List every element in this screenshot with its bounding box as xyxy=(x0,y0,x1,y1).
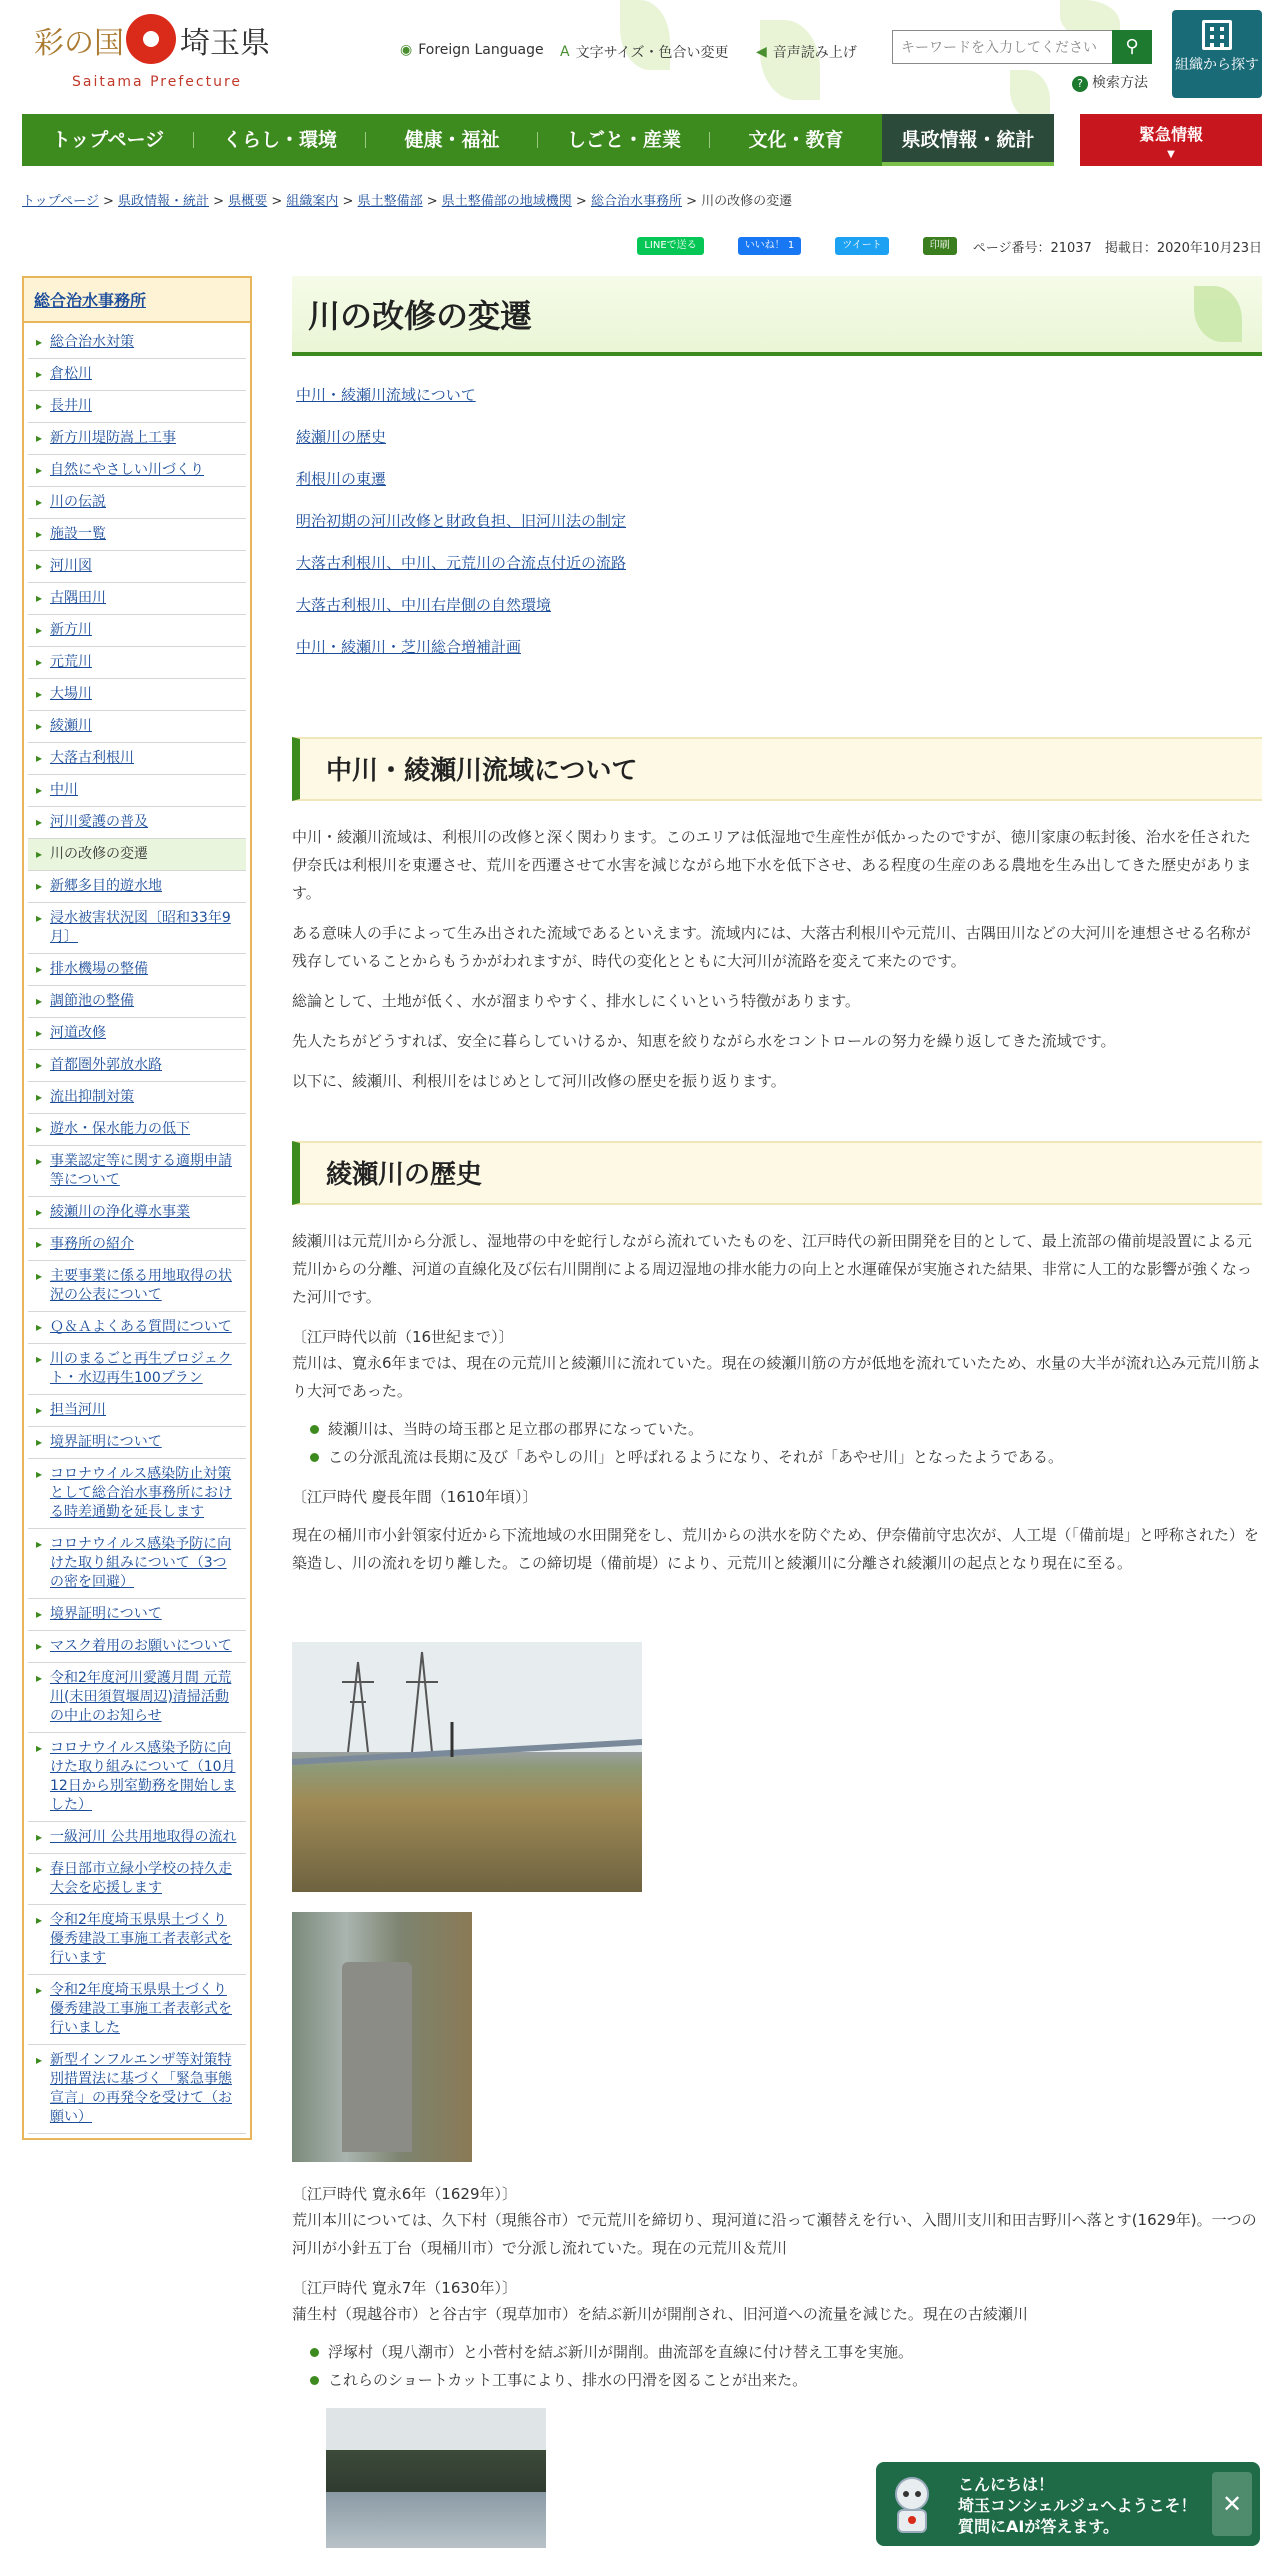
sidebar-item[interactable]: ▸ 浸水被害状況図〔昭和33年9月〕 xyxy=(28,903,246,954)
logo-text-left: 彩の国 xyxy=(34,26,124,61)
sidebar-item[interactable]: ▸ 令和2年度河川愛護月間 元荒川(末田須賀堰周辺)清掃活動の中止のお知らせ xyxy=(28,1663,246,1733)
decor-leaf xyxy=(1010,70,1050,120)
sidebar-item[interactable]: ▸ 大落古利根川 xyxy=(28,743,246,775)
sidebar-item[interactable]: ▸ 担当河川 xyxy=(28,1395,246,1427)
sidebar-item[interactable]: ▸ 新方川堤防嵩上工事 xyxy=(28,423,246,455)
breadcrumb: トップページ > 県政情報・統計 > 県概要 > 組織案内 > 県土整備部 > 県土整備部の地域機関 > 総合治水事務所 > 川の改修の変遷 xyxy=(22,194,793,209)
bullet-list xyxy=(292,1415,1262,1471)
breadcrumb-current: 川の改修の変遷 xyxy=(701,194,793,209)
share-tools xyxy=(600,236,1262,256)
facebook-like-button[interactable]: いいね！ 1 xyxy=(738,237,802,255)
foreign-language-link[interactable]: ◉ Foreign Language xyxy=(400,42,544,58)
print-button[interactable]: 印刷 xyxy=(923,237,957,255)
search-icon: ⚲ xyxy=(1125,36,1139,57)
line-share-button[interactable]: LINEで送る xyxy=(637,237,703,255)
sidebar-item[interactable]: ▸ 中川 xyxy=(28,775,246,807)
logo-flower-icon xyxy=(126,14,176,64)
sidebar-item[interactable]: ▸ 川の改修の変遷 xyxy=(28,839,246,871)
robot-icon xyxy=(884,2472,940,2536)
globe-icon: ◉ xyxy=(400,42,413,58)
sidebar-item[interactable]: ▸ 元荒川 xyxy=(28,647,246,679)
sidebar-item[interactable]: ▸ 新型インフルエンザ等対策特別措置法に基づく「緊急事態宣言」の再発令を受けて（お願い） xyxy=(28,2045,246,2134)
font-size-link[interactable]: A 文字サイズ・色合い変更 xyxy=(560,44,729,61)
sidebar-item[interactable]: ▸ 春日部市立緑小学校の持久走大会を応援します xyxy=(28,1854,246,1905)
sidebar-item[interactable]: ▸ 境界証明について xyxy=(28,1599,246,1631)
era-label: 〔江戸時代 寛永7年（1630年）〕 xyxy=(292,2279,517,2297)
close-icon: ✕ xyxy=(1221,2490,1243,2518)
era-label: 〔江戸時代 慶長年間（1610年頃）〕 xyxy=(292,1488,538,1506)
sidebar-item[interactable]: ▸ 流出抑制対策 xyxy=(28,1082,246,1114)
paragraph: 中川・綾瀬川流域は、利根川の改修と深く関わります。このエリアは低湿地で生産性が低かったのですが、徳川家康の転封後、治水を任された伊奈氏は利根川を東遷させ、荒川を西遷させて水害を減じながら地下水を低下させ、ある程度の生産のある農地を生み出してきた歴史があります。 xyxy=(292,828,1252,902)
page-title: 川の改修の変遷 xyxy=(292,276,1262,356)
main-content xyxy=(292,276,1262,1577)
sidebar-item[interactable]: ▸ 境界証明について xyxy=(28,1427,246,1459)
toc-link[interactable]: 大落古利根川、中川右岸側の自然環境 xyxy=(296,596,552,614)
search-button[interactable] xyxy=(1112,30,1152,64)
sidebar-item[interactable]: ▸ 主要事業に係る用地取得の状況の公表について xyxy=(28,1261,246,1312)
sidebar-item[interactable]: ▸ 倉松川 xyxy=(28,359,246,391)
logo-subtitle: Saitama Prefecture xyxy=(72,74,243,90)
sidebar-item[interactable]: ▸ 綾瀬川 xyxy=(28,711,246,743)
toc-link[interactable]: 中川・綾瀬川・芝川総合増補計画 xyxy=(296,638,522,656)
nav-top[interactable]: トップページ xyxy=(22,114,194,166)
list-item: 綾瀬川は、当時の埼玉郡と足立郡の郡界になっていた。 xyxy=(310,1415,1262,1443)
building-icon xyxy=(1202,20,1232,50)
sidebar-item[interactable]: ▸ コロナウイルス感染防止対策として総合治水事務所における時差通勤を延長します xyxy=(28,1459,246,1529)
nav-life[interactable]: くらし・環境 xyxy=(194,114,366,166)
sidebar-item[interactable]: ▸ コロナウイルス感染予防に向けた取り組みについて（10月12日から別室勤務を開始しました） xyxy=(28,1733,246,1822)
sidebar-item[interactable]: ▸ 一級河川 公共用地取得の流れ xyxy=(28,1822,246,1854)
toc-link[interactable]: 中川・綾瀬川流域について xyxy=(296,386,476,404)
sidebar-item[interactable]: ▸ 施設一覧 xyxy=(28,519,246,551)
toc-link[interactable]: 大落古利根川、中川、元荒川の合流点付近の流路 xyxy=(296,554,627,572)
bullet-list xyxy=(292,2338,1262,2394)
sidebar-item[interactable]: ▸ コロナウイルス感染予防に向けた取り組みについて（3つの密を回避） xyxy=(28,1529,246,1599)
photo-stone-marker xyxy=(292,1912,472,2162)
sidebar-item[interactable]: ▸ 自然にやさしい川づくり xyxy=(28,455,246,487)
leaf-icon xyxy=(1194,286,1242,342)
era-label: 〔江戸時代以前（16世紀まで）〕 xyxy=(292,1328,514,1346)
sidebar-item[interactable]: ▸ 首都圏外郭放水路 xyxy=(28,1050,246,1082)
sidebar-item[interactable]: ▸ 河道改修 xyxy=(28,1018,246,1050)
main-content-lower xyxy=(292,2182,1262,2394)
era-label: 〔江戸時代 寛永6年（1629年）〕 xyxy=(292,2185,517,2203)
sidebar-item[interactable]: ▸ 川の伝説 xyxy=(28,487,246,519)
list-item: 浮塚村（現八潮市）と小菅村を結ぶ新川が開削。曲流部を直線に付け替え工事を実施。 xyxy=(310,2338,1262,2366)
paragraph: 綾瀬川は元荒川から分派し、湿地帯の中を蛇行しながら流れていたものを、江戸時代の新田開発を目的として、最上流部の備前堤設置による元荒川からの分離、河道の直線化及び伝右川開削による周辺湿地の排水能力の向上と水運確保が実施された結果、非常に人工的な影響が強くなった河川です。 xyxy=(292,1232,1253,1306)
sidebar-item[interactable]: ▸ 綾瀬川の浄化導水事業 xyxy=(28,1197,246,1229)
sidebar-item[interactable]: ▸ 遊水・保水能力の低下 xyxy=(28,1114,246,1146)
photo-embankment xyxy=(292,1642,642,1892)
sidebar-item[interactable]: ▸ 新郷多目的遊水地 xyxy=(28,871,246,903)
font-size-icon: A xyxy=(560,44,570,60)
paragraph: 荒川は、寛永6年までは、現在の元荒川と綾瀬川に流れていた。現在の綾瀬川筋の方が低地を流れていたため、水量の大半が流れ込み元荒川筋より大河であった。 xyxy=(292,1354,1261,1400)
sidebar-item[interactable]: ▸ 事務所の紹介 xyxy=(28,1229,246,1261)
sidebar-item[interactable]: ▸ 令和2年度埼玉県県土づくり優秀建設工事施工者表彰式を行います xyxy=(28,1905,246,1975)
list-item: これらのショートカット工事により、排水の円滑を図ることが出来た。 xyxy=(310,2366,1262,2394)
photo-river-trees xyxy=(326,2408,546,2548)
paragraph: 荒川本川については、久下村（現熊谷市）で元荒川を締切り、現河道に沿って瀬替えを行い、入間川支川和田吉野川へ落とす(1629年)。一つの河川が小針五丁台（現桶川市）で分派し流れていた。現在の元荒川＆荒川 xyxy=(292,2211,1257,2257)
tweet-button[interactable]: ツイート xyxy=(835,237,889,255)
paragraph: 以下に、綾瀬川、利根川をはじめとして河川改修の歴史を振り返ります。 xyxy=(292,1072,786,1090)
voice-read-link[interactable]: ◀ 音声読み上げ xyxy=(756,44,857,61)
sidebar-item[interactable]: ▸ 大場川 xyxy=(28,679,246,711)
sidebar-item[interactable]: ▸ 河川図 xyxy=(28,551,246,583)
logo-text-right: 埼玉県 xyxy=(180,26,270,61)
sidebar xyxy=(22,276,252,2140)
nav-health[interactable]: 健康・福祉 xyxy=(366,114,538,166)
search-help-link[interactable]: ? 検索方法 xyxy=(1072,72,1148,92)
close-button[interactable] xyxy=(1212,2472,1252,2536)
breadcrumb-link[interactable]: 県土整備部 xyxy=(357,194,423,209)
paragraph: 蒲生村（現越谷市）と谷古宇（現草加市）を結ぶ新川が開削され、旧河道への流量を減じた。現在の古綾瀬川 xyxy=(292,2305,1028,2323)
section-heading: 綾瀬川の歴史 xyxy=(292,1141,1262,1205)
chatbot-widget[interactable] xyxy=(876,2462,1260,2546)
nav-work[interactable]: しごと・産業 xyxy=(538,114,710,166)
sidebar-item[interactable]: ▸ 川のまるごと再生プロジェクト・水辺再生100プラン xyxy=(28,1344,246,1395)
sidebar-item[interactable]: ▸ 新方川 xyxy=(28,615,246,647)
toc-link[interactable]: 明治初期の河川改修と財政負担、旧河川法の制定 xyxy=(296,512,627,530)
chatbot-message: こんにちは！ 埼玉コンシェルジュへようこそ！ 質問にAIが答えます。 xyxy=(958,2475,1197,2536)
breadcrumb-link[interactable]: 県政情報・統計 xyxy=(118,194,210,209)
nav-government[interactable]: 県政情報・統計 xyxy=(882,114,1054,166)
list-item: この分派乱流は長期に及び「あやしの川」と呼ばれるようになり、それが「あやせ川」となったようである。 xyxy=(310,1443,1262,1471)
sidebar-item[interactable]: ▸ 古隅田川 xyxy=(28,583,246,615)
sidebar-item[interactable]: ▸ Ｑ＆Ａよくある質問について xyxy=(28,1312,246,1344)
power-tower-icon xyxy=(292,1642,642,1892)
paragraph: 現在の桶川市小針領家付近から下流地域の水田開発をし、荒川からの洪水を防ぐため、伊奈備前守忠次が、人工堤（「備前堤」と呼称された）を築造し、川の流れを切り離した。この締切堤（備前堤）により、元荒川と綾瀬川に分離され綾瀬川の起点となり現在に至る。 xyxy=(292,1526,1259,1572)
section-heading: 中川・綾瀬川流域について xyxy=(292,737,1262,801)
site-logo[interactable] xyxy=(34,14,294,94)
page-info: ページ番号：21037 掲載日：2020年10月23日 xyxy=(972,240,1262,256)
toc-link[interactable]: 綾瀬川の歴史 xyxy=(296,428,387,446)
breadcrumb-link[interactable]: 組織案内 xyxy=(286,194,339,209)
stone-post xyxy=(342,1962,412,2152)
sidebar-heading[interactable]: 総合治水事務所 xyxy=(24,278,250,323)
sidebar-item[interactable]: ▸ 長井川 xyxy=(28,391,246,423)
paragraph: 総論として、土地が低く、水が溜まりやすく、排水しにくいという特徴があります。 xyxy=(292,992,860,1010)
sidebar-item[interactable]: ▸ 総合治水対策 xyxy=(28,327,246,359)
table-of-contents xyxy=(292,384,1262,657)
breadcrumb-link[interactable]: 県土整備部の地域機関 xyxy=(441,194,572,209)
sidebar-list xyxy=(24,323,250,2138)
toc-link[interactable]: 利根川の東遷 xyxy=(296,470,387,488)
global-nav xyxy=(22,114,1054,166)
emergency-button[interactable]: 緊急情報 ▼ xyxy=(1080,114,1262,166)
sidebar-item[interactable]: ▸ 令和2年度埼玉県県土づくり優秀建設工事施工者表彰式を行いました xyxy=(28,1975,246,2045)
org-search-button[interactable]: 組織から探す xyxy=(1172,10,1262,98)
sidebar-item[interactable]: ▸ 事業認定等に関する適期申請等について xyxy=(28,1146,246,1197)
paragraph: 先人たちがどうすれば、安全に暮らしていけるか、知恵を絞りながら水をコントロールの努力を繰り返してきた流域です。 xyxy=(292,1032,1116,1050)
sidebar-item[interactable]: ▸ マスク着用のお願いについて xyxy=(28,1631,246,1663)
sidebar-item[interactable]: ▸ 排水機場の整備 xyxy=(28,954,246,986)
speaker-icon: ◀ xyxy=(756,44,767,60)
breadcrumb-link[interactable]: 県概要 xyxy=(228,194,268,209)
sidebar-item[interactable]: ▸ 河川愛護の普及 xyxy=(28,807,246,839)
paragraph: ある意味人の手によって生み出された流域であるといえます。流域内には、大落古利根川や元荒川、古隅田川などの大河川を連想させる名称が残存していることからもうかがわれますが、時代の変化とともに大河川が流路を変えて来たのです。 xyxy=(292,924,1251,970)
breadcrumb-link[interactable]: トップページ xyxy=(22,194,99,209)
breadcrumb-link[interactable]: 総合治水事務所 xyxy=(590,194,682,209)
chevron-down-icon: ▼ xyxy=(1167,149,1175,160)
question-icon: ? xyxy=(1072,76,1088,92)
nav-culture[interactable]: 文化・教育 xyxy=(748,129,844,151)
sidebar-item[interactable]: ▸ 調節池の整備 xyxy=(28,986,246,1018)
